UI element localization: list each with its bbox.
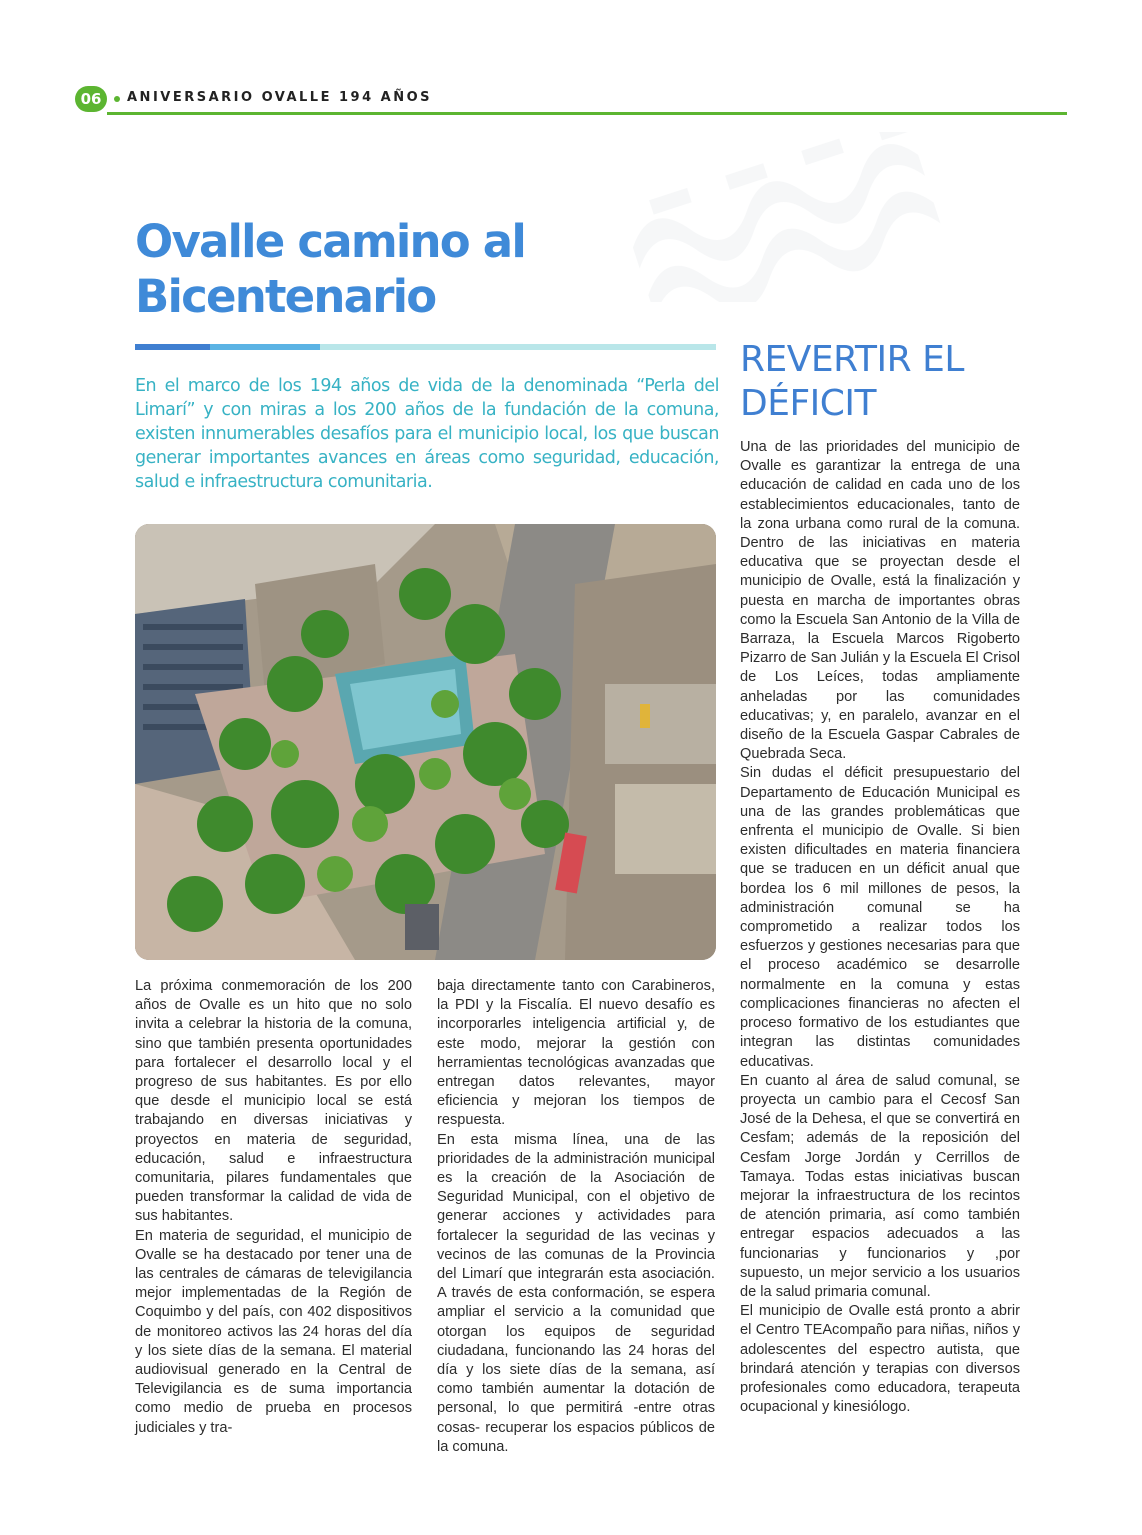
paragraph: Sin dudas el déficit presupuestario del Departamento de Educación Municipal es una de las grandes problemáticas que enfrenta el municipio de Ovalle. Si bien existen dificultades en materia financiera que se traducen en un déficit anual que bordea los 6 mil millones de pesos, la administración comunal se ha comprometido a realizar todos los esfuerzos y gestiones necesarias para que el proceso académico se desarrolle normalmente en la comuna y estas complicaciones financieras no afecten el proceso formativo de los estudiantes que integran las distintas comunidades educativas. — [740, 765, 1020, 1070]
paragraph: En esta misma línea, una de las prioridades de la administración municipal es la creación de la Asociación de Seguridad Municipal, con el objetivo de generar acciones y actividades para fortalecer la seguridad de las vecinas y vecinos de las comunas de la Provincia del Limarí que integrarán esta asociación. A través de esta conformación, se espera ampliar el servicio a la comunidad que otorgan los equipos de seguridad ciudadana, funcionando las 24 horas del día y los siete días de la semana, así como también aumentar la dotación de personal, lo que permitirá -entre otras cosas- recuperar los espacios públicos de la comuna. — [437, 1131, 715, 1455]
section-subheading: REVERTIR EL DÉFICIT — [740, 339, 964, 424]
body-column-3 — [740, 438, 1020, 1417]
photo-illustration — [135, 524, 716, 960]
paragraph: En cuanto al área de salud comunal, se proyecta un cambio para el Cecosf San José de la Dehesa, el que se convertirá en Cesfam; además de la reposición del Cesfam Jorge Jordán y Cerrillos de Tamaya. Todas estas iniciativas buscan mejorar la infraestructura de los recintos de atención primaria, así como también entregar espacios adecuados a las funcionarias y funcionarios y ,por supuesto, un mejor servicio a los usuarios de la salud primaria comunal. — [740, 1072, 1020, 1300]
header-bullet-icon — [114, 96, 120, 102]
body-column-2 — [437, 977, 715, 1457]
aerial-plaza-photo — [135, 524, 716, 960]
paragraph: Una de las prioridades del municipio de Ovalle es garantizar la entrega de una educación de calidad en cada uno de los establecimientos educacionales, tanto de la zona urbana como rural de la comuna. Dentro de las iniciativas en materia educativa que se proyectan desde el municipio de Ovalle, está la finalización y puesta en marcha de importantes obras como la Escuela San Antonio de la Villa de Barraza, la Escuela Marcos Rigoberto Pizarro de San Julián y la Escuela El Crisol de Los Leíces, todas ampliamente anheladas por las comunidades educativas; y, en paralelo, avanzar en el diseño de la Escuela Gaspar Cabrales de Quebrada Seca. — [740, 439, 1020, 763]
body-column-1 — [135, 977, 412, 1438]
title-underline-segment — [135, 344, 210, 350]
paragraph: En materia de seguridad, el municipio de Ovalle se ha destacado por tener una de las centrales de cámaras de televigilancia mejor implementadas de la Región de Coquimbo y del país, con 402 dispositivos de monitoreo activos las 24 horas del día y los siete días de la semana. El material audiovisual generado en la Central de Televigilancia es de suma importancia como medio de prueba en procesos judiciales y tra- — [135, 1227, 412, 1436]
article-lead: En el marco de los 194 años de vida de la denominada “Perla del Limarí” y con miras a los 200 años de la fundación de la comuna, existen innumerables desafíos para el municipio local, los que buscan generar importantes avances en áreas como seguridad, educación, salud e infraestructura comunitaria. — [135, 376, 719, 492]
page-header — [75, 86, 1067, 116]
page-number: 06 — [75, 86, 107, 112]
title-underline-segment — [320, 344, 716, 350]
title-underline-segment — [210, 344, 320, 350]
header-rule — [107, 112, 1067, 115]
article-title: Ovalle camino al Bicentenario — [135, 215, 525, 323]
paragraph: baja directamente tanto con Carabineros, la PDI y la Fiscalía. El nuevo desafío es incorporarles inteligencia artificial y, de este modo, mejorar la gestión con herramientas tecnológicas avanzadas que entregan datos relevantes, mayor eficiencia y mejoran los tiempos de respuesta. — [437, 978, 715, 1129]
paragraph: El municipio de Ovalle está pronto a abrir el Centro TEAcompaño para niñas, niños y adolescentes del espectro autista, que brindará atención y terapias con diversos profesionales como educadora, terapeuta ocupacional y kinesiólogo. — [740, 1303, 1020, 1416]
section-title: ANIVERSARIO OVALLE 194 AÑOS — [127, 90, 433, 105]
paragraph: La próxima conmemoración de los 200 años de Ovalle es un hito que no solo invita a celebrar la historia de la comuna, sino que también presenta oportunidades para fortalecer el desarrollo local y el progreso de sus habitantes. Es por ello que desde el municipio local se está trabajando en diversas iniciativas y proyectos en materia de seguridad, educación, salud e infraestructura comunitaria, pilares fundamentales que pueden transformar la calidad de vida de sus habitantes. — [135, 978, 412, 1225]
